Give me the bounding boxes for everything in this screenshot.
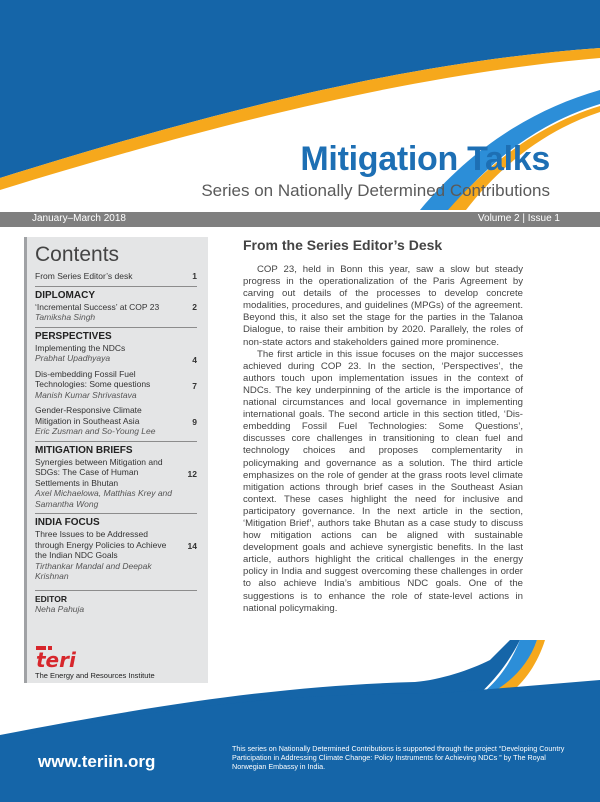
editor-label: EDITOR bbox=[35, 593, 67, 604]
divider bbox=[35, 286, 197, 287]
toc-entry[interactable] bbox=[35, 369, 197, 401]
toc-entry-author: Axel Michaelowa, Matthias Krey and Samantha Wong bbox=[35, 488, 173, 509]
toc-section-heading: DIPLOMACY bbox=[35, 289, 95, 301]
article-heading: From the Series Editor’s Desk bbox=[243, 237, 443, 253]
website-url[interactable]: www.teriin.org bbox=[38, 752, 156, 771]
toc-page-number: 9 bbox=[192, 417, 197, 427]
toc-page-number: 14 bbox=[187, 541, 197, 551]
toc-entry-title: From Series Editor’s desk bbox=[35, 271, 133, 281]
toc-page-number: 4 bbox=[192, 354, 197, 365]
contents-sidebar bbox=[24, 237, 208, 683]
divider bbox=[35, 327, 197, 328]
toc-entry-title: Dis-embedding Fossil Fuel Technologies: Some questions bbox=[35, 368, 151, 389]
toc-page-number: 1 bbox=[192, 271, 197, 281]
toc-entry-title: ‘Incremental Success’ at COP 23 bbox=[35, 301, 160, 312]
teri-logo bbox=[35, 645, 95, 671]
toc-entry-author: Tirthankar Mandal and Deepak Krishnan bbox=[35, 560, 152, 581]
toc-entry-author: Tamiksha Singh bbox=[35, 312, 96, 322]
divider bbox=[35, 590, 197, 591]
toc-entry-author: Eric Zusman and So-Young Lee bbox=[35, 426, 156, 436]
toc-entry[interactable] bbox=[35, 405, 197, 437]
toc-entry-author: Prabhat Upadhyaya bbox=[35, 353, 111, 363]
institute-name: The Energy and Resources Institute bbox=[35, 671, 155, 680]
publication-subtitle: Series on Nationally Determined Contributions bbox=[201, 181, 550, 200]
toc-section-heading: PERSPECTIVES bbox=[35, 330, 112, 342]
toc-page-number: 2 bbox=[192, 301, 197, 312]
toc-entry-author: Manish Kumar Shrivastava bbox=[35, 389, 137, 400]
editor-name: Neha Pahuja bbox=[35, 603, 85, 614]
svg-text:teri: teri bbox=[36, 648, 76, 671]
contents-title: Contents bbox=[35, 243, 120, 266]
toc-entry-title: Synergies between Mitigation and SDGs: The Case of Human Settlements in Bhutan bbox=[35, 456, 163, 488]
issue-volume: Volume 2 | Issue 1 bbox=[477, 213, 560, 224]
issue-band bbox=[0, 212, 600, 227]
toc-entry[interactable] bbox=[35, 302, 197, 323]
toc-page-number: 7 bbox=[192, 380, 197, 391]
toc-entry[interactable] bbox=[35, 271, 197, 282]
toc-entry[interactable] bbox=[35, 457, 197, 510]
toc-entry[interactable] bbox=[35, 343, 197, 364]
article-paragraph: COP 23, held in Bonn this year, saw a slow but steady progress in the operationalization of the Paris Agreement by carving out details of the processes to develop concrete modalities, procedures, and guidelines (MPGs) of the agreement. Beyond this, it also set the stage for the parties in the Talanoa Dialogue, to raise their ambition by 2020. Parallely, the roles of non-state actors and stakeholders gained more prominence. bbox=[243, 264, 523, 348]
toc-entry-title: Three Issues to be Addressed through Energy Policies to Achieve the Indian NDC Goals bbox=[35, 529, 167, 560]
toc-page-number: 12 bbox=[187, 468, 197, 479]
toc-entry[interactable] bbox=[35, 529, 197, 582]
table-of-contents bbox=[35, 271, 197, 614]
support-statement: This series on Nationally Determined Contributions is supported through the project “Developing Country Participation in Addressing Climate Change: Policy Instruments for Achieving NDCs ” by The Royal Norwegian Embassy in India. bbox=[232, 744, 565, 771]
toc-entry-title: Gender-Responsive Climate Mitigation in Southeast Asia bbox=[35, 405, 142, 426]
toc-section-heading: INDIA FOCUS bbox=[35, 517, 100, 528]
article-body bbox=[243, 264, 523, 615]
issue-date: January–March 2018 bbox=[32, 213, 126, 224]
toc-entry-title: Implementing the NDCs bbox=[35, 342, 126, 353]
divider bbox=[35, 513, 197, 514]
publication-title: Mitigation Talks bbox=[300, 140, 550, 178]
divider bbox=[35, 441, 197, 442]
toc-section-heading: MITIGATION BRIEFS bbox=[35, 444, 133, 456]
article-paragraph: The first article in this issue focuses on the major successes achieved during COP 23. In the section, ‘Perspectives’, the authors touch upon implementation issues in the context of NDCs. The key underpinning of the article is the importance of national circumstances and local governance in implementing international goals. The second article in this section titled, ‘Dis-embedding Fossil Fuel Technologies: Some Questions’, discusses core challenges in transitioning to clean fuel and technology choices and proposes complementarity in policymaking and governance as a solution. The third article emphasizes on the role of gender at the grass roots level climate mitigation actions through brief cases in the Southeast Asian context. These cases highlight the need for inclusive and participatory governance. In the next article in the section, ‘Mitigation Brief’, authors take Bhutan as a case study to discuss how mitigation actions can be aligned with sustainable development goals and achieve synergistic benefits. In the last article, authors highlight the critical challenges in the energy policy in India and suggest overcoming these challenges in order to also achieve India’s ambitious NDC goals. One of the suggestions is to enhance the role of state-level actions in national policymaking. bbox=[243, 348, 523, 614]
